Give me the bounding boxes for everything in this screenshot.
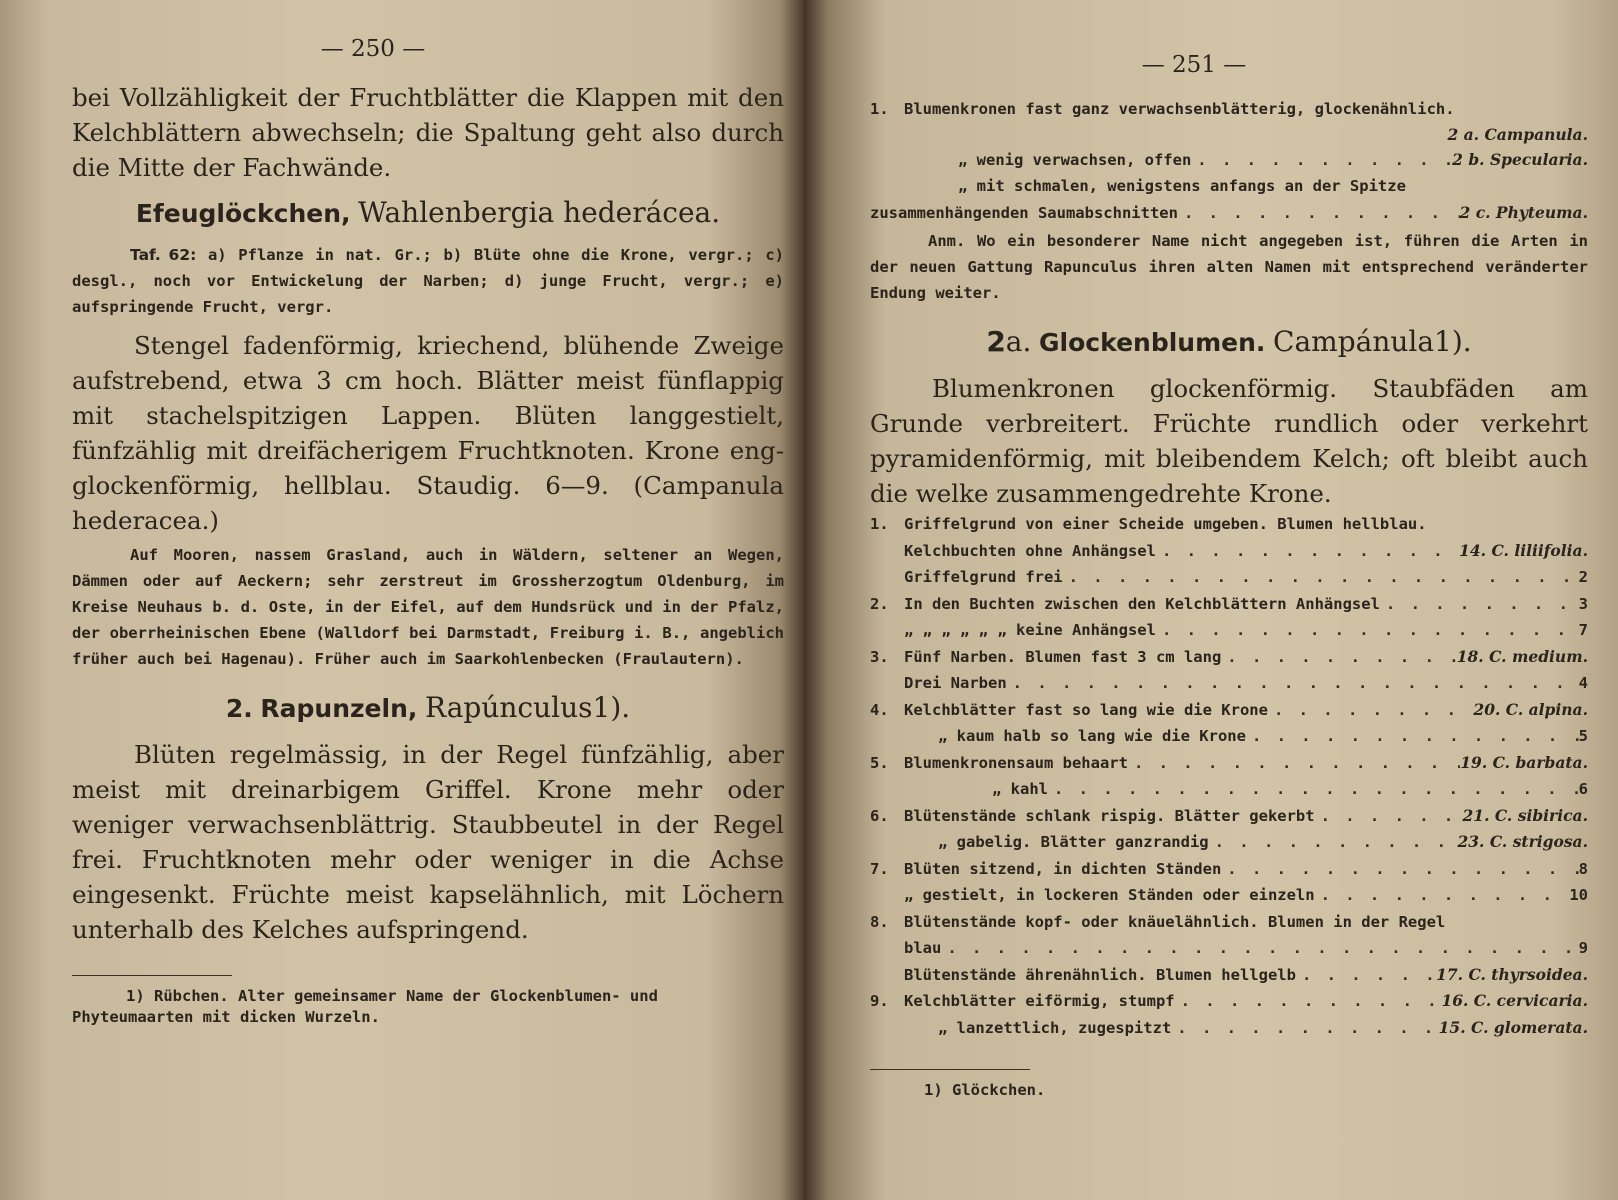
leader-dots [1315,803,1463,830]
section-number: 2 [986,325,1006,358]
key-text: „ kahl [992,780,1048,798]
key-row [870,803,1588,830]
key-text: Drei Narben [904,674,1007,692]
key-number: 1. [870,515,889,533]
key-row [870,750,1588,777]
leader-dots [1296,962,1436,989]
plate-caption [72,242,784,320]
key-row [870,617,1588,644]
leader-dots [1048,776,1579,803]
leader-dots [1178,200,1460,227]
key-text: „ kaum halb so lang wie die Krone [938,727,1246,745]
key-text: zusammenhängenden Saumabschnitten [870,203,1178,222]
key-result: 9 [1578,939,1588,957]
section-heading [870,322,1588,363]
key-result: 2 c. Phyteuma. [1459,202,1588,222]
key-text: Blumenkronensaum behaart [904,753,1128,772]
key-text: „ „ „ „ „ „ keine Anhängsel [904,621,1156,639]
key-row [870,776,1588,803]
key-row [870,697,1588,724]
key-text: blau [904,939,942,957]
key-top-row [870,96,1588,123]
left-page [0,0,804,1200]
page-number-right: — 251 — [1141,52,1247,78]
leader-dots [1156,617,1579,644]
leader-dots [1209,829,1458,856]
key-number: 9. [870,992,889,1010]
right-page [804,0,1618,1200]
genus-heading [72,688,784,729]
continuation-text: bei Vollzähligkeit der Fruchtblätter die Klappen mit den Kelchblättern abwechseln; die Spaltung geht also durch die Mitte der Fachwände. [72,83,784,182]
key-row [870,909,1588,936]
key-result: 17. C. thyrsoidea. [1436,964,1588,984]
key-result: 10 [1569,886,1588,904]
page-number-left: — 250 — [320,36,426,62]
leader-dots [1128,750,1460,777]
key-number: 1. [870,100,889,118]
leader-dots [1191,147,1452,174]
key-text: Griffelgrund frei [904,568,1063,586]
key-result: 6 [1578,780,1588,798]
key-number: 4. [870,700,889,719]
leader-dots [1221,644,1456,671]
genus-latin-name: Rapúnculus [425,691,593,724]
key-top-result: 2 a. Campanula. [1447,124,1588,144]
leader-dots [1156,538,1459,565]
genus-german-name: Rapunzeln, [260,694,418,723]
key-row [870,538,1588,565]
key-text: „ wenig verwachsen, offen [958,150,1192,169]
key-text: Blumenkronen fast ganz verwachsenblätterig, glockenähnlich. [904,100,1455,118]
key-row [870,511,1588,538]
key-row [870,988,1588,1015]
key-text: „ gestielt, in lockeren Ständen oder einzeln [904,886,1315,904]
key-result: 18. C. medium. [1456,646,1588,666]
genus-description: Blüten regelmässig, in der Regel fünfzählig, aber meist mit dreinarbigem Griffel. Krone mehr oder weniger verwachsenblättrig. Staubbeutel in der Regel frei. Fruchtknoten mehr oder weniger in die Achse eingesenkt. Früchte meist kapselähnlich, mit Löchern unterhalb des Kelches aufspringend. [72,740,784,944]
genus-key-top [870,96,1588,226]
key-number: 3. [870,647,889,666]
leader-dots [1315,882,1570,909]
leader-dots [1380,591,1579,618]
key-text: Blütenstände kopf- oder knäuelähnlich. Blumen in der Regel [904,912,1446,931]
footnote-right [870,1080,1588,1101]
key-row [870,962,1588,989]
footnote-left-mark: 1) [126,987,145,1005]
key-text: „ lanzettlich, zugespitzt [938,1018,1172,1037]
key-result: 7 [1578,621,1588,639]
key-row [870,882,1588,909]
key-result: 16. C. cervicaria. [1441,991,1588,1010]
section-footnote-mark: 1). [1434,325,1472,358]
key-row [870,670,1588,697]
key-top-row [870,200,1588,227]
key-result: 19. C. barbata. [1460,752,1588,772]
genus-footnote-mark: 1). [592,691,631,724]
leader-dots [1221,856,1578,883]
key-text: „ gabelig. Blätter ganzrandig [938,833,1209,851]
key-text: Blüten sitzend, in dichten Ständen [904,859,1222,878]
key-row [870,723,1588,750]
section-suffix: a. [1005,325,1032,358]
key-row [870,829,1588,856]
key-row [870,856,1588,883]
key-number: 8. [870,912,889,931]
key-number: 6. [870,806,889,825]
plate-text: a) Pflanze in nat. Gr.; b) Blüte ohne die Krone, vergr.; c) desgl., noch vor Entwickelung der Narben; d) junge Frucht, vergr.; e) aufspringende Frucht, vergr. [72,246,785,316]
footnote-rule-right [870,1069,1030,1070]
footnote-left-text: Rübchen. Alter gemeinsamer Name der Glockenblumen- und Phyteumaarten mit dicken Wurzeln. [72,987,658,1026]
key-result: 14. C. liliifolia. [1459,540,1588,560]
species-german-name: Efeuglöckchen, [135,199,351,228]
key-text: „ mit schmalen, wenigstens anfangs an der Spitze [958,177,1406,195]
footnote-right-text: Glöckchen. [952,1081,1046,1099]
key-top-row [870,173,1588,200]
species-latin-name: Wahlenbergia hederácea. [358,196,721,229]
key-result: 15. C. glomerata. [1438,1017,1588,1037]
plate-label: Taf. 62: [130,246,197,264]
genus-number: 2. [225,694,253,723]
leader-dots [1063,564,1579,591]
key-row [870,935,1588,962]
key-result: 5 [1578,727,1588,745]
key-number: 7. [870,859,889,878]
key-text: Kelchblätter eiförmig, stumpf [904,992,1175,1010]
key-result: 4 [1578,674,1588,692]
key-number: 2. [870,594,889,613]
key-result: 3 [1578,594,1588,613]
leader-dots [1175,988,1442,1015]
leader-dots [1171,1015,1438,1042]
species-key [870,511,1588,1041]
leader-dots [1246,723,1579,750]
key-text: Fünf Narben. Blumen fast 3 cm lang [904,647,1222,666]
key-row [870,591,1588,618]
key-top-row [870,147,1588,174]
key-text: Kelchblätter fast so lang wie die Krone [904,700,1268,719]
key-text: Blütenstände schlank rispig. Blätter gekerbt [904,806,1315,825]
footnote-right-mark: 1) [924,1081,943,1099]
section-description: Blumenkronen glockenförmig. Staubfäden am Grunde verbreitert. Früchte rundlich oder verkehrt pyramidenförmig, mit bleibendem Kelch; oft bleibt auch die welke zusammengedrehte Krone. [870,374,1588,508]
species-description: Stengel fadenförmig, kriechend, blühende Zweige aufstrebend, etwa 3 cm hoch. Blätter meist fünflappig mit stachelspitzigen Lappen. Blüten langgestielt, fünfzählig mit dreifächerigem Fruchtknoten. Krone eng-glockenförmig, hellblau. Staudig. 6—9. (Campanula hederacea.) [72,331,784,535]
leader-dots [1007,670,1579,697]
key-text: Blütenstände ährenähnlich. Blumen hellgelb [904,965,1296,984]
key-row [870,644,1588,671]
key-result: 21. C. sibirica. [1462,805,1588,825]
habitat-text: Auf Mooren, nassem Grasland, auch in Wäldern, seltener an Wegen, Dämmen oder auf Aeckern; sehr zerstreut im Grossherzogtum Oldenburg, im Kreise Neuhaus b. d. Oste, in der Eifel, auf dem Hundsrück und in der Pfalz, der oberrheinischen Ebene (Walldorf bei Darmstadt, Freiburg i. B., angeblich früher auch bei Hagenau). Früher auch im Saarkohlenbecken (Fraulautern). [72,546,784,668]
footnote-rule-left [72,975,232,976]
species-heading [72,193,784,234]
key-result: 2 b. Specularia. [1452,149,1588,169]
key-result: 2 [1578,568,1588,586]
leader-dots [941,935,1578,962]
key-number: 5. [870,753,889,772]
leader-dots [1268,697,1473,724]
key-result: 23. C. strigosa. [1457,832,1588,851]
key-text: In den Buchten zwischen den Kelchblättern Anhängsel [904,594,1380,613]
key-result: 8 [1578,859,1588,878]
key-text: Griffelgrund von einer Scheide umgeben. Blumen hellblau. [904,515,1427,533]
key-result: 20. C. alpina. [1473,699,1588,719]
annotation-note: Anm. Wo ein besonderer Name nicht angegeben ist, führen die Arten in der neuen Gattung Rapunculus ihren alten Namen mit entsprechend veränderter Endung weiter. [870,232,1588,302]
key-row [870,1015,1588,1042]
key-text: Kelchbuchten ohne Anhängsel [904,541,1156,560]
key-row [870,564,1588,591]
section-german-name: Glockenblumen. [1039,328,1266,357]
footnote-left [72,986,784,1028]
section-latin-name: Campánula [1273,325,1435,358]
